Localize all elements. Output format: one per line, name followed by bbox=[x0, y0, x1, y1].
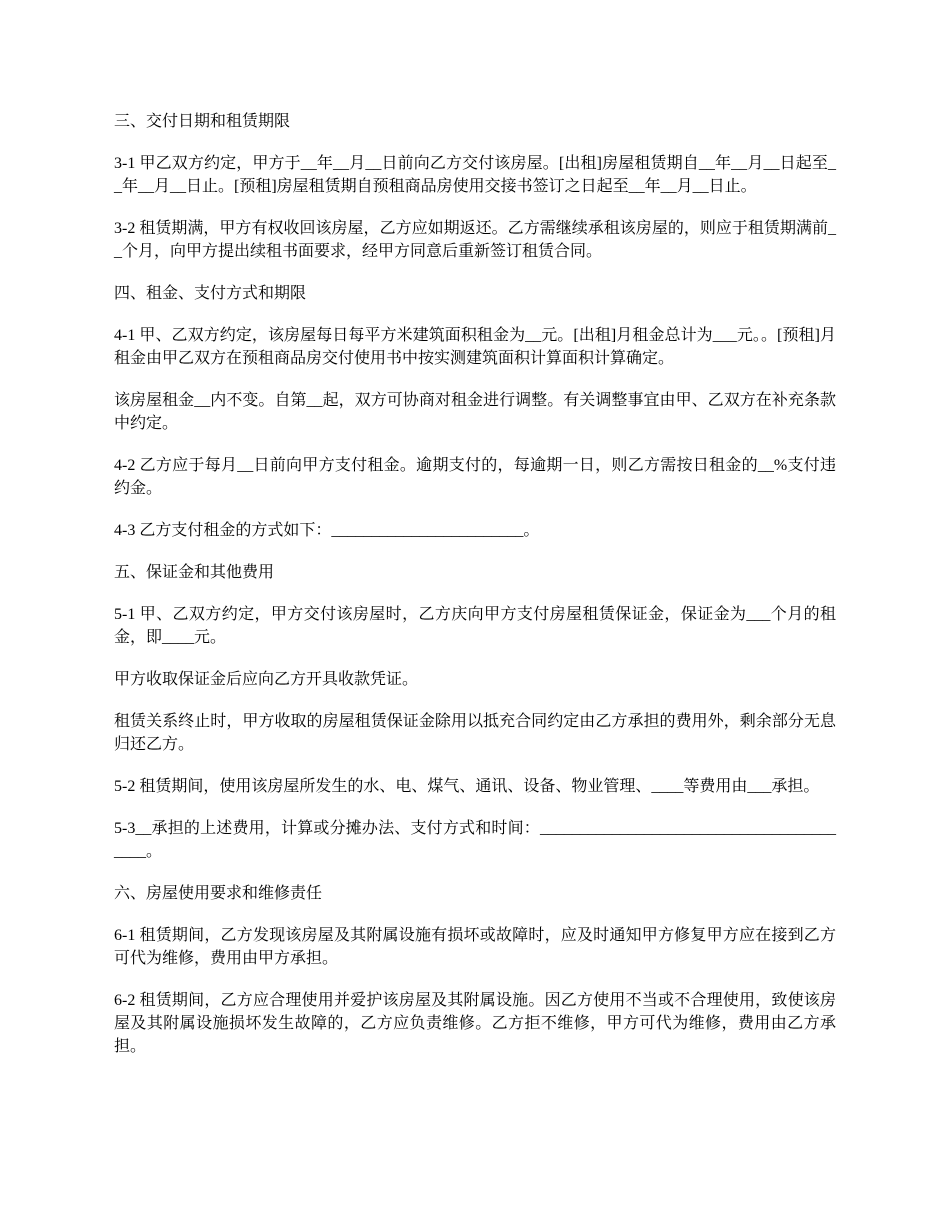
clause-3-2: 3-2 租赁期满，甲方有权收回该房屋，乙方应如期返还。乙方需继续承租该房屋的，则应于租赁期满前__个月，向甲方提出续租书面要求，经甲方同意后重新签订租赁合同。 bbox=[114, 220, 836, 260]
clause-4-3: 4-3 乙方支付租金的方式如下：________________________。 bbox=[114, 522, 540, 539]
document-page bbox=[114, 110, 836, 1077]
clause-3-1: 3-1 甲乙双方约定，甲方于__年__月__日前向乙方交付该房屋。[出租]房屋租赁期自__年__月__日起至__年__月__日止。[预租]房屋租赁期自预租商品房使用交接书签订之日起至__年__月__日止。 bbox=[114, 155, 836, 195]
clause-5-3: 5-3__承担的上述费用，计算或分摊办法、支付方式和时间：_________________________________________。 bbox=[114, 820, 836, 860]
clause-6-1: 6-1 租赁期间，乙方发现该房屋及其附属设施有损坏或故障时，应及时通知甲方修复甲方应在接到乙方可代为维修，费用由甲方承担。 bbox=[114, 927, 836, 967]
clause-6-2: 6-2 租赁期间，乙方应合理使用并爱护该房屋及其附属设施。因乙方使用不当或不合理使用，致使该房屋及其附属设施损坏发生故障的，乙方应负责维修。乙方拒不维修，甲方可代为维修，费用由乙方承担。 bbox=[114, 992, 836, 1055]
clause-5-1-receipt: 甲方收取保证金后应向乙方开具收款凭证。 bbox=[114, 671, 419, 688]
clause-4-2: 4-2 乙方应于每月__日前向甲方支付租金。逾期支付的，每逾期一日，则乙方需按日租金的__%支付违约金。 bbox=[114, 457, 836, 497]
section-heading-6: 六、房屋使用要求和维修责任 bbox=[114, 885, 323, 902]
clause-5-2: 5-2 租赁期间，使用该房屋所发生的水、电、煤气、通讯、设备、物业管理、____等费用由___承担。 bbox=[114, 778, 820, 795]
section-heading-5: 五、保证金和其他费用 bbox=[114, 564, 275, 581]
clause-4-1-adjustment: 该房屋租金__内不变。自第__起，双方可协商对租金进行调整。有关调整事宜由甲、乙双方在补充条款中约定。 bbox=[114, 392, 836, 432]
clause-4-1: 4-1 甲、乙双方约定，该房屋每日每平方米建筑面积租金为__元。[出租]月租金总计为___元。。[预租]月租金由甲乙双方在预租商品房交付使用书中按实测建筑面积计算面积计算确定。 bbox=[114, 327, 836, 367]
clause-5-1-refund: 租赁关系终止时，甲方收取的房屋租赁保证金除用以抵充合同约定由乙方承担的费用外，剩余部分无息归还乙方。 bbox=[114, 713, 836, 753]
clause-5-1: 5-1 甲、乙双方约定，甲方交付该房屋时，乙方庆向甲方支付房屋租赁保证金，保证金为___个月的租金，即____元。 bbox=[114, 606, 836, 646]
section-heading-3: 三、交付日期和租赁期限 bbox=[114, 113, 291, 130]
section-heading-4: 四、租金、支付方式和期限 bbox=[114, 285, 307, 302]
